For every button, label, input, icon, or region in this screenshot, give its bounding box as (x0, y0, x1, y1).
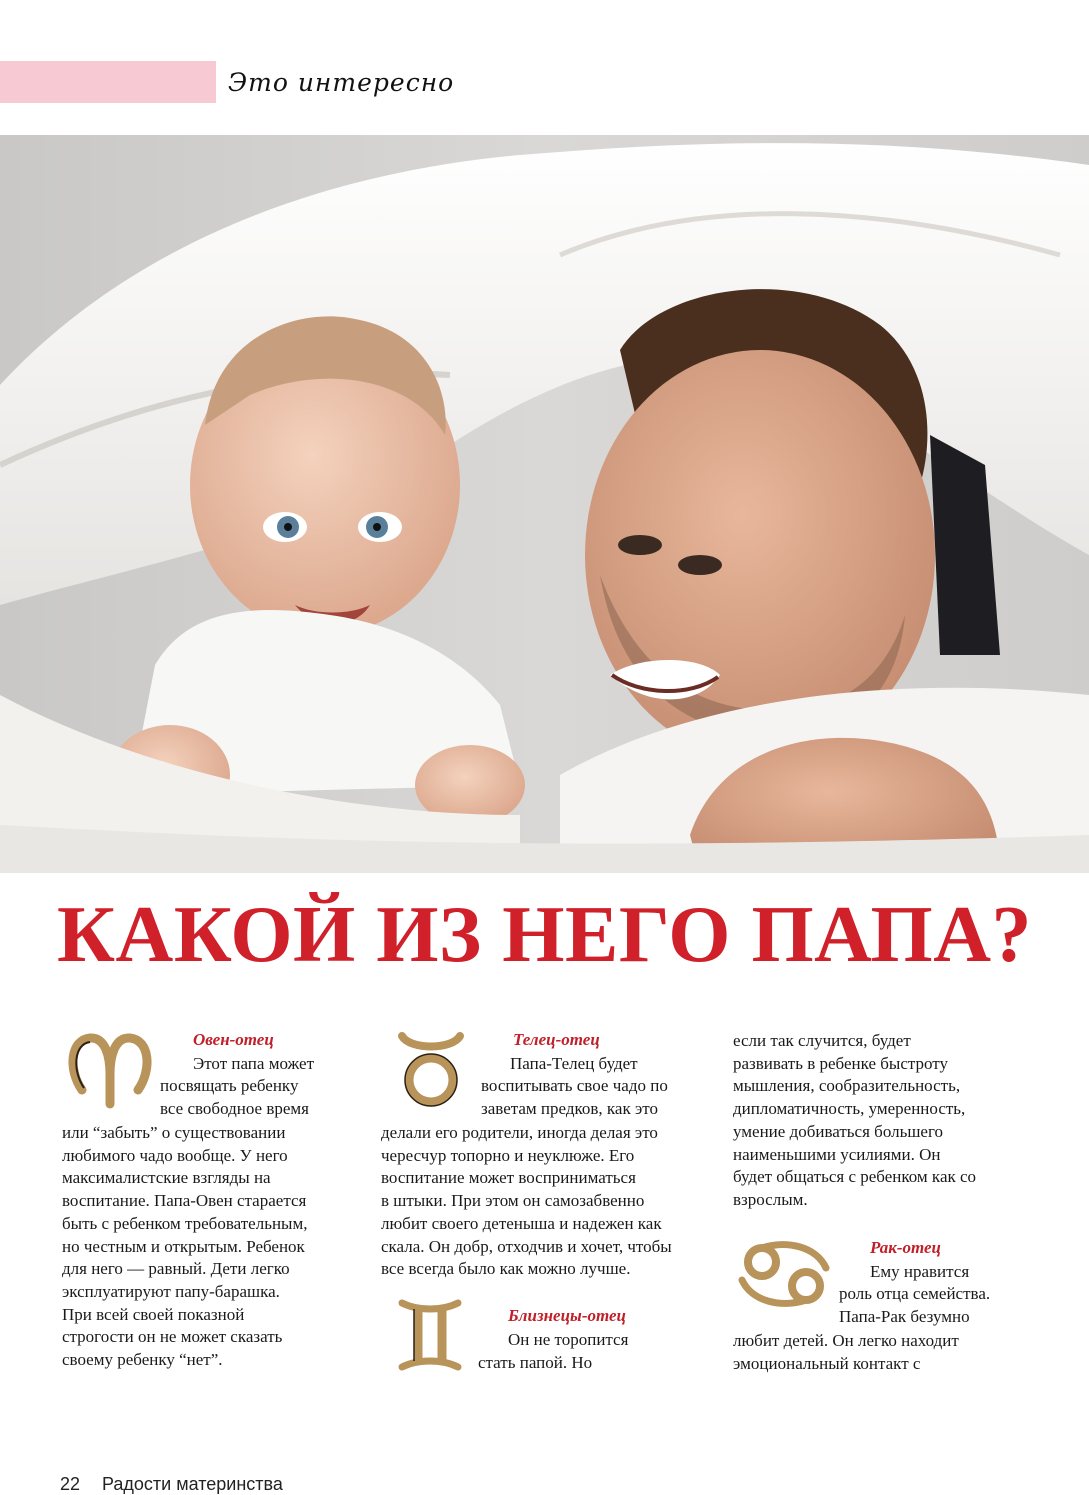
aries-body (62, 1122, 362, 1372)
cancer-line-3: Папа-Рак безумно (839, 1307, 970, 1326)
taurus-line-10: все всегда было как можно лучше. (381, 1259, 631, 1279)
magazine-title: Радости материнства (102, 1474, 283, 1494)
gemini-cont-line-6: наименьшими усилиями. Он (733, 1144, 941, 1164)
cancer-title: Рак-отец (870, 1238, 942, 1257)
cancer-line-2: роль отца семейства. (839, 1284, 991, 1303)
gemini-cont-line-2: развивать в ребенке быстроту (733, 1053, 948, 1073)
aries-line-1: Этот папа может (193, 1054, 315, 1073)
aries-line-11: эксплуатируют папу-барашка. (62, 1281, 280, 1301)
gemini-cont-line-5: умение добиваться большего (733, 1121, 944, 1141)
gemini-cont-line-7: будет общаться с ребенком как со (733, 1167, 977, 1187)
section-label: Это интересно (228, 68, 455, 97)
gemini-cont-line-3: мышления, сообразительность, (733, 1076, 961, 1096)
aries-line-6: максималистские взгляды на (62, 1168, 271, 1188)
gemini-line-1: Он не торопится (508, 1330, 629, 1349)
aries-line-8: быть с ребенком требовательным, (62, 1213, 308, 1233)
taurus-line-7: в штыки. При этом он самозабвенно (381, 1191, 645, 1211)
taurus-line-6: воспитание может восприниматься (381, 1168, 636, 1188)
aries-line-4: или “забыть” о существовании (62, 1123, 286, 1142)
aries-line-2: посвящать ребенку (160, 1076, 299, 1095)
aries-icon (62, 1030, 156, 1110)
taurus-body (381, 1122, 711, 1281)
section-color-bar (0, 61, 216, 103)
taurus-line-9: скала. Он добр, отходчив и хочет, чтобы (381, 1236, 672, 1256)
aries-line-10: для него — равный. Дети легко (62, 1259, 290, 1279)
aries-title: Овен-отец (193, 1030, 274, 1049)
taurus-line-4: делали его родители, иногда делая это (381, 1123, 658, 1142)
taurus-title: Телец-отец (513, 1030, 600, 1049)
gemini-cont-line-8: взрослым. (733, 1189, 808, 1209)
page-number: 22 (60, 1474, 81, 1494)
gemini-cont-line-1: если так случится, будет (733, 1031, 911, 1050)
gemini-cont-line-4: дипломатичность, умеренность, (733, 1099, 966, 1119)
aries-line-13: строгости он не может сказать (62, 1327, 283, 1347)
cancer-line-5: эмоциональный контакт с (733, 1353, 921, 1373)
cancer-line-4: любит детей. Он легко находит (733, 1331, 959, 1350)
aries-line-12: При всей своей показной (62, 1304, 245, 1324)
cancer-line-1: Ему нравится (870, 1262, 970, 1281)
aries-line-7: воспитание. Папа-Овен старается (62, 1191, 307, 1211)
hero-photo (0, 135, 1089, 873)
taurus-icon (396, 1028, 466, 1108)
cancer-body (733, 1330, 1043, 1375)
taurus-line-5: чересчур топорно и неуклюже. Его (381, 1145, 635, 1165)
gemini-title: Близнецы-отец (508, 1306, 627, 1325)
gemini-line-2: стать папой. Но (478, 1353, 593, 1372)
taurus-line-1: Папа-Телец будет (510, 1054, 638, 1073)
aries-line-14: своему ребенку “нет”. (62, 1350, 223, 1370)
taurus-line-3: заветам предков, как это (481, 1099, 658, 1118)
headline: КАКОЙ ИЗ НЕГО ПАПА? (57, 891, 1032, 979)
gemini-continued (733, 1030, 1043, 1212)
aries-line-9: но честным и открытым. Ребенок (62, 1236, 305, 1256)
taurus-line-2: воспитывать свое чадо по (481, 1076, 668, 1095)
cancer-icon (736, 1238, 832, 1310)
taurus-line-8: любит своего детеныша и надежен как (381, 1213, 662, 1233)
aries-line-5: любимого чадо вообще. У него (62, 1145, 288, 1165)
gemini-icon (396, 1295, 464, 1375)
aries-line-3: все свободное время (160, 1099, 309, 1118)
